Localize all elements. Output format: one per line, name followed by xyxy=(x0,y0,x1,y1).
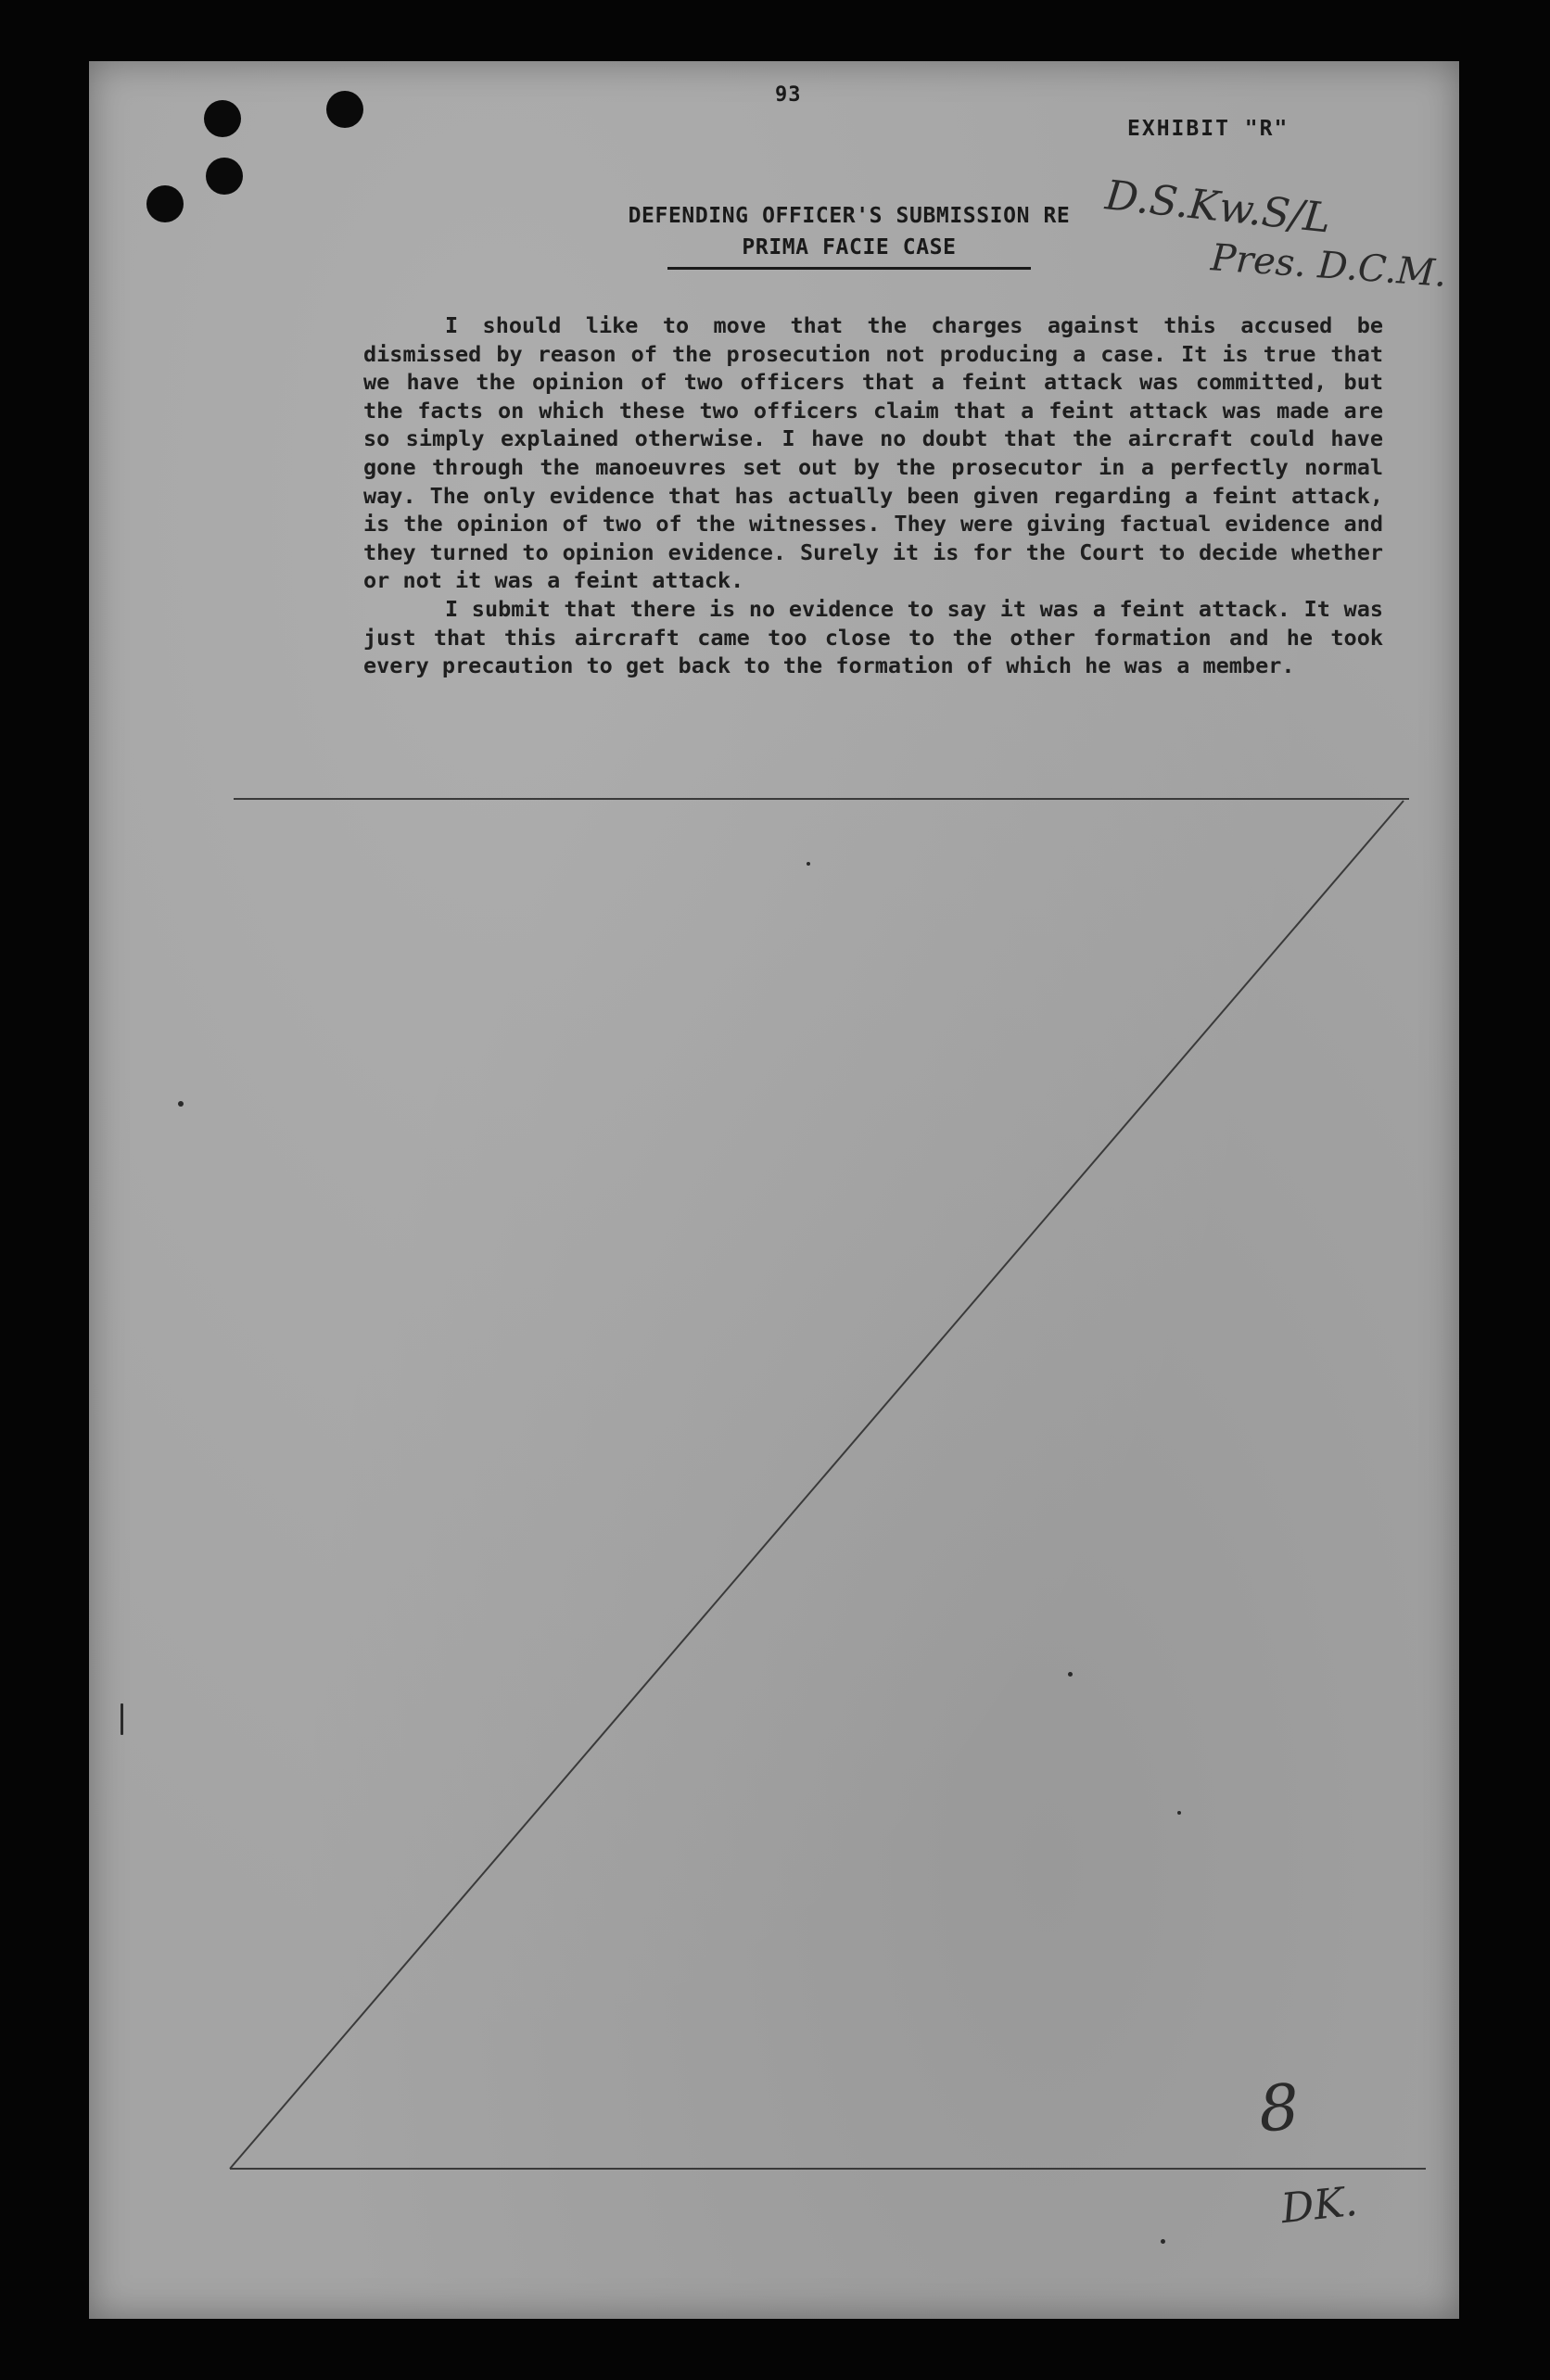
handwritten-note: Pres. D.C.M. xyxy=(1209,236,1448,296)
paper-speck xyxy=(1161,2239,1165,2244)
paragraph-1: I should like to move that the charges against this accused be dismissed by reason of the prosecution not producing a case. It is true that we have the opinion of two officers that a feint attack was committed, but the facts on which these two officers claim that a feint attack was made are so simply explained otherwise. I have no doubt that the aircraft could have gone through the manoeuvres set out by the prosecutor in a perfectly normal way. The only evidence that has actually been given regarding a feint attack, is the opinion of two of the witnesses. They were giving factual evidence and they turned to opinion evidence. Surely it is for the Court to decide whether or not it was a feint attack. xyxy=(363,312,1383,594)
exhibit-label: EXHIBIT "R" xyxy=(1127,117,1290,141)
paper-speck xyxy=(121,1703,123,1735)
title-line-1: DEFENDING OFFICER'S SUBMISSION RE xyxy=(628,204,1071,228)
paper-speck xyxy=(1177,1811,1181,1815)
document-page xyxy=(89,61,1459,2319)
page-number: 93 xyxy=(775,83,802,107)
cancellation-z-mark xyxy=(89,61,1459,2319)
handwritten-signoff: DK. xyxy=(1278,2177,1360,2234)
paper-speck xyxy=(807,862,810,866)
paper-speck xyxy=(178,1101,184,1107)
handwritten-initials: D.S.Kw.S/L xyxy=(1103,171,1333,243)
paragraph-2: I submit that there is no evidence to say it was a feint attack. It was just that this aircraft came too close to the other formation and he took every precaution to get back to the formation of which he was a member. xyxy=(363,595,1383,679)
paper-speck xyxy=(1068,1672,1073,1677)
handwritten-page-mark: 8 xyxy=(1256,2070,1302,2147)
cancel-diagonal-line xyxy=(230,801,1404,2169)
title-line-2: PRIMA FACIE CASE xyxy=(667,232,1030,270)
